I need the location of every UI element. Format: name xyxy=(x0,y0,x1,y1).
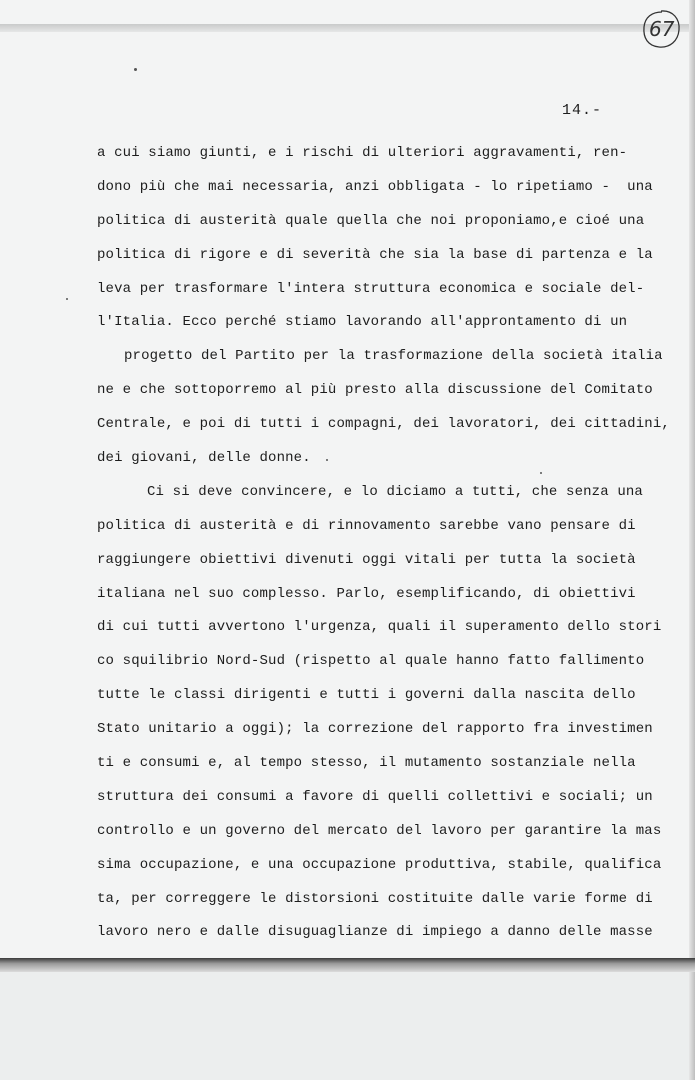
text-line: italiana nel suo complesso. Parlo, esemplificando, di obiettivi xyxy=(97,585,636,602)
text-line: ne e che sottoporremo al più presto alla discussione del Comitato xyxy=(97,382,653,399)
scan-right-edge xyxy=(689,0,695,1080)
text-line: sima occupazione, e una occupazione produttiva, stabile, qualifica xyxy=(97,856,662,873)
text-line: a cui siamo giunti, e i rischi di ulteriori aggravamenti, ren- xyxy=(97,145,628,161)
text-line: leva per trasformare l'intera struttura economica e sociale del- xyxy=(97,280,645,297)
text-line: progetto del Partito per la trasformazione della società italia xyxy=(124,348,663,365)
scan-speck xyxy=(326,459,328,461)
text-line: Centrale, e poi di tutti i compagni, dei lavoratori, dei cittadini, xyxy=(97,416,670,433)
archive-number-stamp xyxy=(640,8,682,50)
typed-text-body xyxy=(97,143,670,956)
archive-number-text: 67 xyxy=(649,17,675,41)
scan-speck xyxy=(66,298,68,300)
text-line: politica di rigore e di severità che sia la base di partenza e la xyxy=(97,246,653,263)
page-number: 14.- xyxy=(562,102,603,119)
paragraph-start-line: Ci si deve convincere, e lo diciamo a tutti, che senza una xyxy=(147,483,643,500)
scan-top-edge xyxy=(0,24,695,32)
text-line: dono più che mai necessaria, anzi obbligata - lo ripetiamo - una xyxy=(97,178,653,195)
text-line: raggiungere obiettivi divenuti oggi vitali per tutta la società xyxy=(97,551,636,568)
scan-bottom-edge xyxy=(0,958,695,972)
text-line: co squilibrio Nord-Sud (rispetto al quale hanno fatto fallimento xyxy=(97,653,645,670)
text-line: politica di austerità e di rinnovamento sarebbe vano pensare di xyxy=(97,517,636,534)
scan-speck xyxy=(540,472,542,474)
scan-speck xyxy=(134,68,137,71)
text-line: politica di austerità quale quella che noi proponiamo,e cioé una xyxy=(97,212,645,229)
text-line: Stato unitario a oggi); la correzione del rapporto fra investimen xyxy=(97,721,653,738)
text-line: ta, per correggere le distorsioni costituite dalle varie forme di xyxy=(97,890,653,907)
text-line: di cui tutti avvertono l'urgenza, quali il superamento dello stori xyxy=(97,619,662,636)
scan-background-area xyxy=(0,972,689,1080)
text-line: controllo e un governo del mercato del lavoro per garantire la mas xyxy=(97,822,662,839)
text-line: tutte le classi dirigenti e tutti i governi dalla nascita dello xyxy=(97,687,636,704)
text-line: lavoro nero e dalle disuguaglianze di impiego a danno delle masse xyxy=(97,924,653,941)
text-line: struttura dei consumi a favore di quelli collettivi e sociali; un xyxy=(97,788,653,805)
text-line: ti e consumi e, al tempo stesso, il mutamento sostanziale nella xyxy=(97,755,636,772)
text-line: dei giovani, delle donne. xyxy=(97,450,311,467)
text-line: l'Italia. Ecco perché stiamo lavorando all'approntamento di un xyxy=(97,314,628,331)
